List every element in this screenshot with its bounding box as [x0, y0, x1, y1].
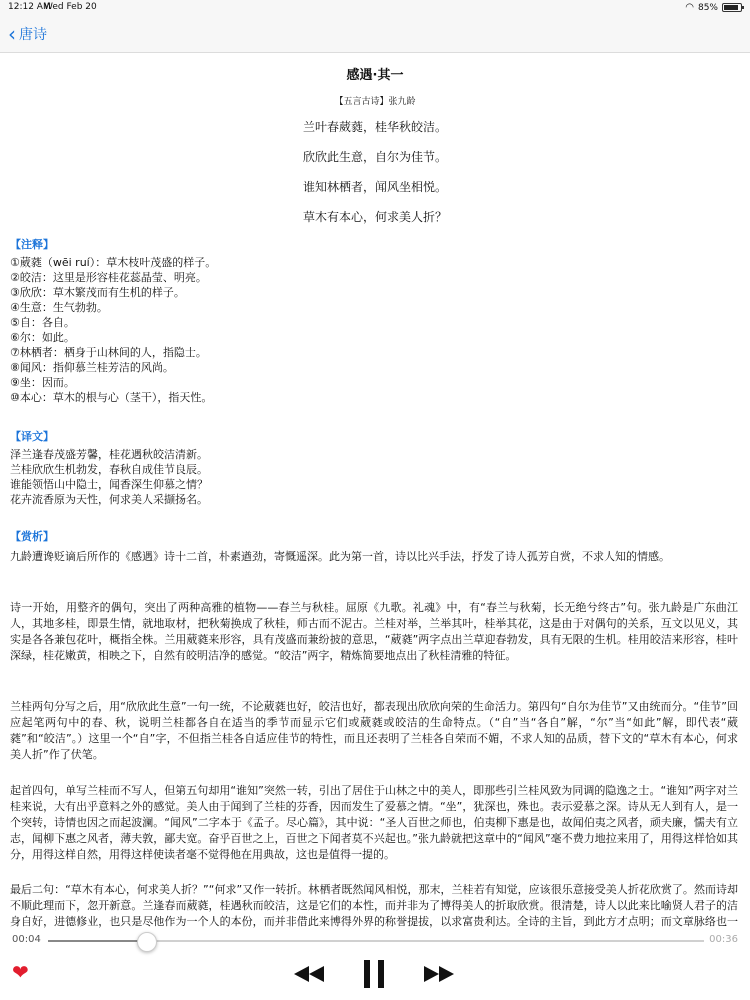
progress-thumb[interactable]: [137, 932, 157, 952]
back-button[interactable]: [8, 24, 47, 44]
pause-icon: [362, 960, 386, 988]
pause-button[interactable]: [362, 960, 386, 992]
status-time: 12:12 AM: [8, 2, 51, 12]
appreciation-heading: 【赏析】: [10, 530, 54, 543]
translation-line: 花卉流香原为天性，何求美人采撷扬名。: [10, 493, 208, 506]
appreciation-paragraph: 诗一开始，用整齐的偶句，突出了两种高雅的植物——春兰与秋桂。屈原《九歌。礼魂》中，有“春兰与秋菊，长无绝兮终古”句。张九龄是广东曲江人，其地多桂，即景生情，就地取材，把秋菊换成了秋桂，师古而不泥古。兰桂对举，兰举其叶，桂举其花，这是由于对偶句的关系，互文以见义，其实是各各兼包花叶，概指全株。兰用葳蕤来形容，具有茂盛而兼纷披的意思，“葳蕤”两字点出兰草迎春勃发，具有无限的生机。桂用皎洁来形容，桂叶深绿，桂花嫩黄，相映之下，自然有皎明洁净的感觉。“皎洁”两字，精炼简要地点出了秋桂清雅的特征。: [10, 601, 738, 662]
note-item: ⑨坐：因而。: [10, 376, 75, 389]
note-item: ⑧闻风：指仰慕兰桂芳洁的风尚。: [10, 361, 174, 374]
audio-player: [0, 930, 750, 1000]
poem-line: 兰叶春葳蕤，桂华秋皎洁。: [302, 120, 447, 134]
poem-title: 感遇·其一: [346, 68, 404, 83]
wifi-icon: ◠: [685, 2, 694, 13]
note-item: ①葳蕤（wēi ruí）：草木枝叶茂盛的样子。: [10, 256, 217, 269]
note-item: ④生意：生气勃勃。: [10, 301, 108, 314]
translation-line: 兰桂欣欣生机勃发，春秋自成佳节良辰。: [10, 463, 208, 476]
translation-heading: 【译文】: [10, 430, 54, 443]
note-item: ⑩本心：草木的根与心（茎干），指天性。: [10, 391, 213, 404]
appreciation-paragraph: 九龄遭谗贬谪后所作的《感遇》诗十二首，朴素遒劲，寄慨遥深。此为第一首，诗以比兴手法，抒发了诗人孤芳自赏，不求人知的情感。: [10, 550, 670, 563]
status-right: [685, 2, 742, 13]
poem-line: 草木有本心，何求美人折？: [302, 210, 447, 224]
appreciation-paragraph: 最后二句：“草木有本心，何求美人折？”“何求”又作一转折。林栖者既然闻风相悦，那末，兰桂若有知觉，应该很乐意接受美人折花欣赏了。然而诗却不顺此理而下，忽开新意。兰逢春而葳蕤，桂遇秋而皎洁，这是它们的本性，而并非为了博得美人的折取欣赏。很清楚，诗人以此来比喻贤人君子的洁身自好，进德修业，也只是尽他作为一个人的本份，而并非借此来博得外界的称誉提拔，以求富贵利达。全诗的主旨，到此方才点明；而文章脉络也一: [10, 883, 738, 928]
note-item: ⑤自：各自。: [10, 316, 75, 329]
chevron-left-icon: ‹: [8, 22, 16, 46]
favorite-button[interactable]: [12, 960, 29, 984]
battery-icon: [722, 3, 742, 12]
progress-fill: [48, 940, 146, 942]
forward-button[interactable]: [424, 966, 454, 986]
poem-meta: 【五言古诗】张九龄: [334, 97, 416, 107]
total-time: 00:36: [709, 934, 738, 945]
back-label: 唐诗: [19, 27, 47, 43]
note-item: ②皎洁：这里是形容桂花蕊晶莹、明亮。: [10, 271, 207, 284]
elapsed-time: 00:04: [12, 934, 41, 945]
nav-bar: [0, 16, 750, 53]
rewind-button[interactable]: [294, 966, 324, 986]
translation-line: 谁能领悟山中隐士，闻香深生仰慕之情？: [10, 478, 208, 491]
progress-slider[interactable]: [48, 940, 704, 942]
status-date: Wed Feb 20: [44, 2, 97, 12]
status-bar: [0, 0, 750, 16]
battery-percent: 85%: [697, 2, 718, 13]
translation-line: 泽兰逢春茂盛芳馨，桂花遇秋皎洁清新。: [10, 448, 208, 461]
fast-forward-icon: [424, 966, 454, 982]
rewind-icon: [294, 966, 324, 982]
poem-line: 谁知林栖者，闻风坐相悦。: [302, 180, 447, 194]
note-item: ⑦林栖者：栖身于山林间的人，指隐士。: [10, 346, 207, 359]
poem-content[interactable]: [0, 52, 750, 930]
appreciation-paragraph: 兰桂两句分写之后，用“欣欣此生意”一句一统，不论葳蕤也好，皎洁也好，都表现出欣欣向荣的生命活力。第四句“自尔为佳节”又由统而分。“佳节”回应起笔两句中的春、秋，说明兰桂都各自在适当的季节而显示它们或葳蕤或皎洁的生命特点。（“自”当“各自”解，“尔”当“如此”解，即代表“葳蕤”和“皎洁”。）这里一个“自”字，不但指兰桂各自适应佳节的特性，而且还表明了兰桂各自荣而不媚，不求人知的品质，替下文的“草木有本心，何求美人折”作了伏笔。: [10, 700, 738, 761]
poem-line: 欣欣此生意，自尔为佳节。: [302, 150, 447, 164]
appreciation-paragraph: 起首四句，单写兰桂而不写人，但第五句却用“谁知”突然一转，引出了居住于山林之中的美人，即那些引兰桂风致为同调的隐逸之士。“谁知”两字对兰桂来说，大有出乎意料之外的感觉。美人由于闻到了兰桂的芬香，因而发生了爱慕之情。“坐”，犹深也，殊也。表示爱慕之深。诗从无人到有人，是一个突转，诗情也因之而起波澜。“闻风”二字本于《孟子。尽心篇》，其中说：“圣人百世之师也，伯夷柳下惠是也，故闻伯夷之风者，顽夫廉，懦夫有立志，闻柳下惠之风者，薄夫敦，鄙夫宽。奋乎百世之上，百世之下闻者莫不兴起也。”张九龄就把这章中的“闻风”毫不费力地拉来用了，用得这样恰如其分，用得这样自然，用得这样使读者毫不觉得他在用典故，这也是值得一提的。: [10, 784, 738, 861]
heart-icon: ❤: [12, 960, 29, 984]
notes-heading: 【注释】: [10, 238, 54, 251]
note-item: ⑥尔：如此。: [10, 331, 75, 344]
note-item: ③欣欣：草木繁茂而有生机的样子。: [10, 286, 185, 299]
